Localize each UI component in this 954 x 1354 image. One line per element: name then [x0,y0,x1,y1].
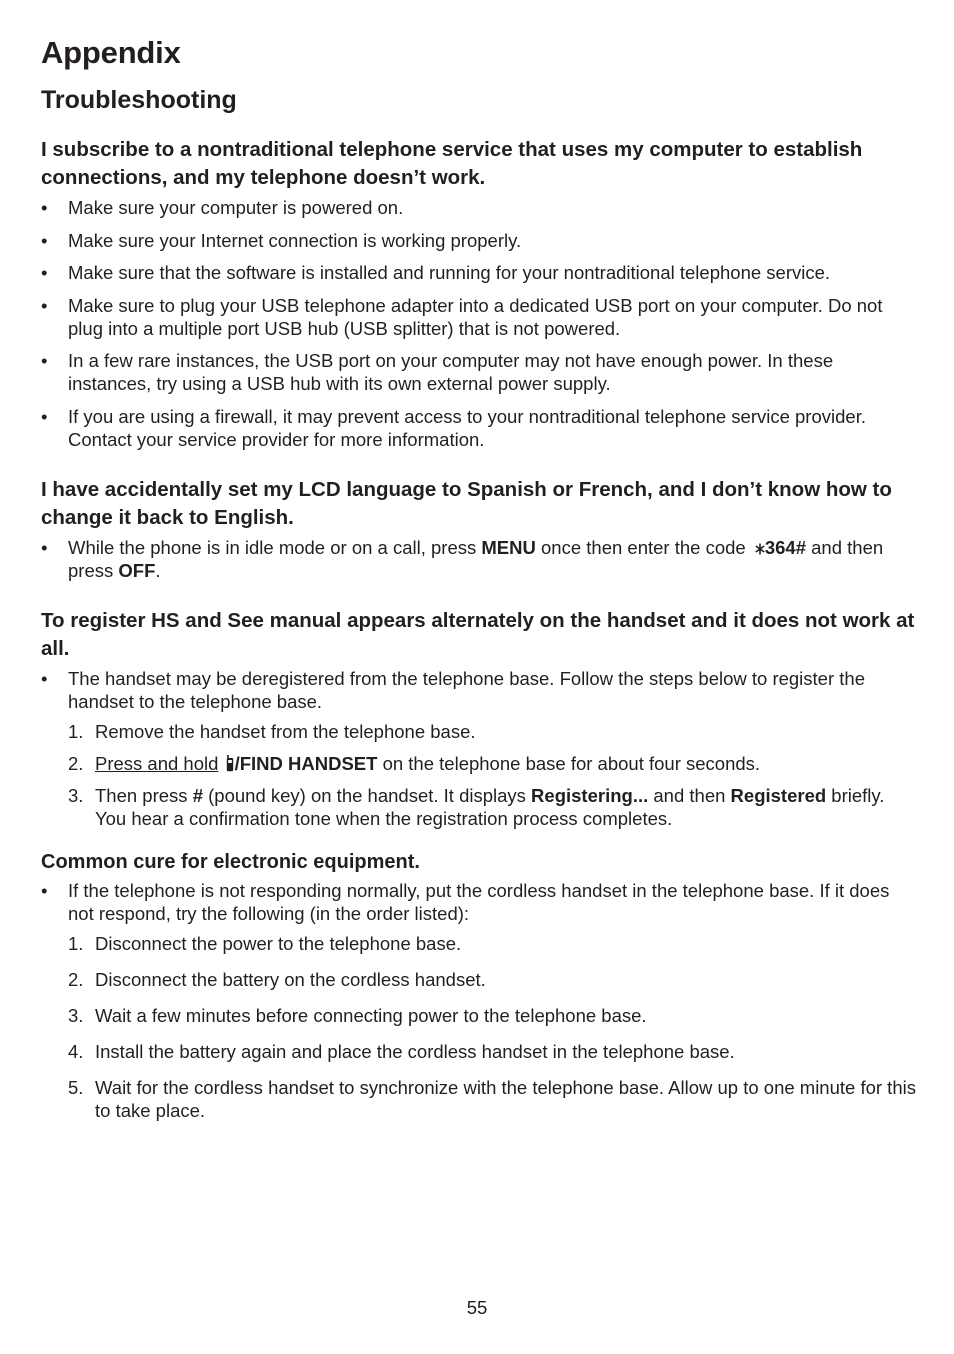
language-code: 364# [764,536,806,558]
text-run: Then press [95,784,193,806]
bullet-mark: • [41,262,48,283]
step-text: Wait for the cordless handset to synchronize with the telephone base. Allow up to one minute for this to take place. [95,1076,916,1121]
step-item [68,1040,916,1063]
off-key-label: OFF [118,559,156,581]
list-item [41,196,916,219]
bullet-mark: • [41,229,48,251]
bullet-text: In a few rare instances, the USB port on your computer may not have enough power. In these instances, try using a USB hub with its own external power supply. [68,350,834,394]
text-run: briefly. You hear a confirmation tone when the registration process completes. [95,784,885,829]
bullet-text: Make sure your computer is powered on. [68,197,404,218]
list-item [41,229,916,252]
step-number: 5. [68,1076,84,1098]
question-lcd-language: I have accidentally set my LCD language to Spanish or French, and I don’t know how to change it back to English. [41,477,892,529]
bullet-mark: • [41,879,48,901]
step-number: 2. [68,968,84,990]
press-and-hold-text: Press and hold [95,752,219,774]
find-handset-label: /FIND HANDSET [234,752,378,774]
list-item [41,405,916,451]
bullet-text [68,537,883,581]
bullet-mark: • [41,350,48,371]
bullet-list-nontraditional [41,196,916,451]
question-nontraditional-service: I subscribe to a nontraditional telephone service that uses my computer to establish connections, and my telephone doesn’t work. [41,138,863,189]
step-item [68,720,916,743]
bullet-list-common-cure [41,879,916,925]
question-register-hs: To register HS and See manual appears alternately on the handset and it does not work at all. [41,608,915,660]
bullet-mark: • [41,294,48,316]
text-run: on the telephone base for about four seconds. [377,752,761,774]
pound-key-label: # [192,784,203,806]
bullet-list-lcd-language [41,536,916,582]
step-item [68,784,916,830]
section-title: Troubleshooting [41,86,237,114]
list-item [41,261,916,284]
text-run: While the phone is in idle mode or on a call, press [68,536,482,558]
page-title: Appendix [41,35,181,70]
list-item [41,294,916,340]
step-text [95,785,884,829]
bullet-text: If the telephone is not responding normally, put the cordless handset in the telephone base. If it does not respond, try the following (in the order listed): [68,879,890,924]
step-text: Disconnect the battery on the cordless handset. [95,968,486,990]
bullet-text: Make sure that the software is installed and running for your nontraditional telephone service. [68,262,831,283]
bullet-mark: • [41,197,48,218]
list-item [41,667,916,713]
step-text: Disconnect the power to the telephone base. [95,932,462,954]
step-item [68,932,916,955]
page-number: 55 [466,1297,488,1318]
page-content [41,34,916,1135]
step-text: Install the battery again and place the cordless handset in the telephone base. [95,1040,735,1062]
step-number: 4. [68,1040,84,1062]
text-run: and then [648,784,731,806]
step-number: 3. [68,784,84,806]
register-steps [68,720,916,830]
step-number: 1. [68,932,84,954]
step-item [68,1004,916,1027]
handset-icon [226,755,234,772]
step-item [68,968,916,991]
bullet-text: Make sure to plug your USB telephone adapter into a dedicated USB port on your computer. Do not plug into a multiple port USB hub (USB splitter) that is not powered. [68,294,883,339]
step-text: Wait a few minutes before connecting power to the telephone base. [95,1004,647,1026]
list-item [41,349,916,395]
step-text [95,753,760,774]
bullet-mark: • [41,667,48,689]
list-item [41,879,916,925]
menu-key-label: MENU [481,536,536,558]
cure-steps [68,932,916,1122]
step-number: 1. [68,720,84,742]
bullet-list-register [41,667,916,713]
list-item [41,536,916,582]
registered-label: Registered [730,784,827,806]
text-run: (pound key) on the handset. It displays [202,784,532,806]
step-item [68,752,916,775]
step-number: 2. [68,752,84,774]
bullet-mark: • [41,405,48,427]
step-number: 3. [68,1004,84,1026]
bullet-text: Make sure your Internet connection is working properly. [68,229,522,251]
star-key-icon [755,543,765,555]
text-run: and then press [68,536,884,581]
bullet-text: The handset may be deregistered from the telephone base. Follow the steps below to register the handset to the telephone base. [68,667,865,712]
bullet-mark: • [41,536,48,558]
question-common-cure: Common cure for electronic equipment. [41,850,420,873]
text-run: . [155,559,161,581]
step-text: Remove the handset from the telephone base. [95,720,476,742]
step-item [68,1076,916,1122]
registering-label: Registering... [531,784,649,806]
bullet-text: If you are using a firewall, it may prevent access to your nontraditional telephone service provider. Contact your service provider for more information. [68,405,866,450]
text-run: once then enter the code [535,536,751,558]
